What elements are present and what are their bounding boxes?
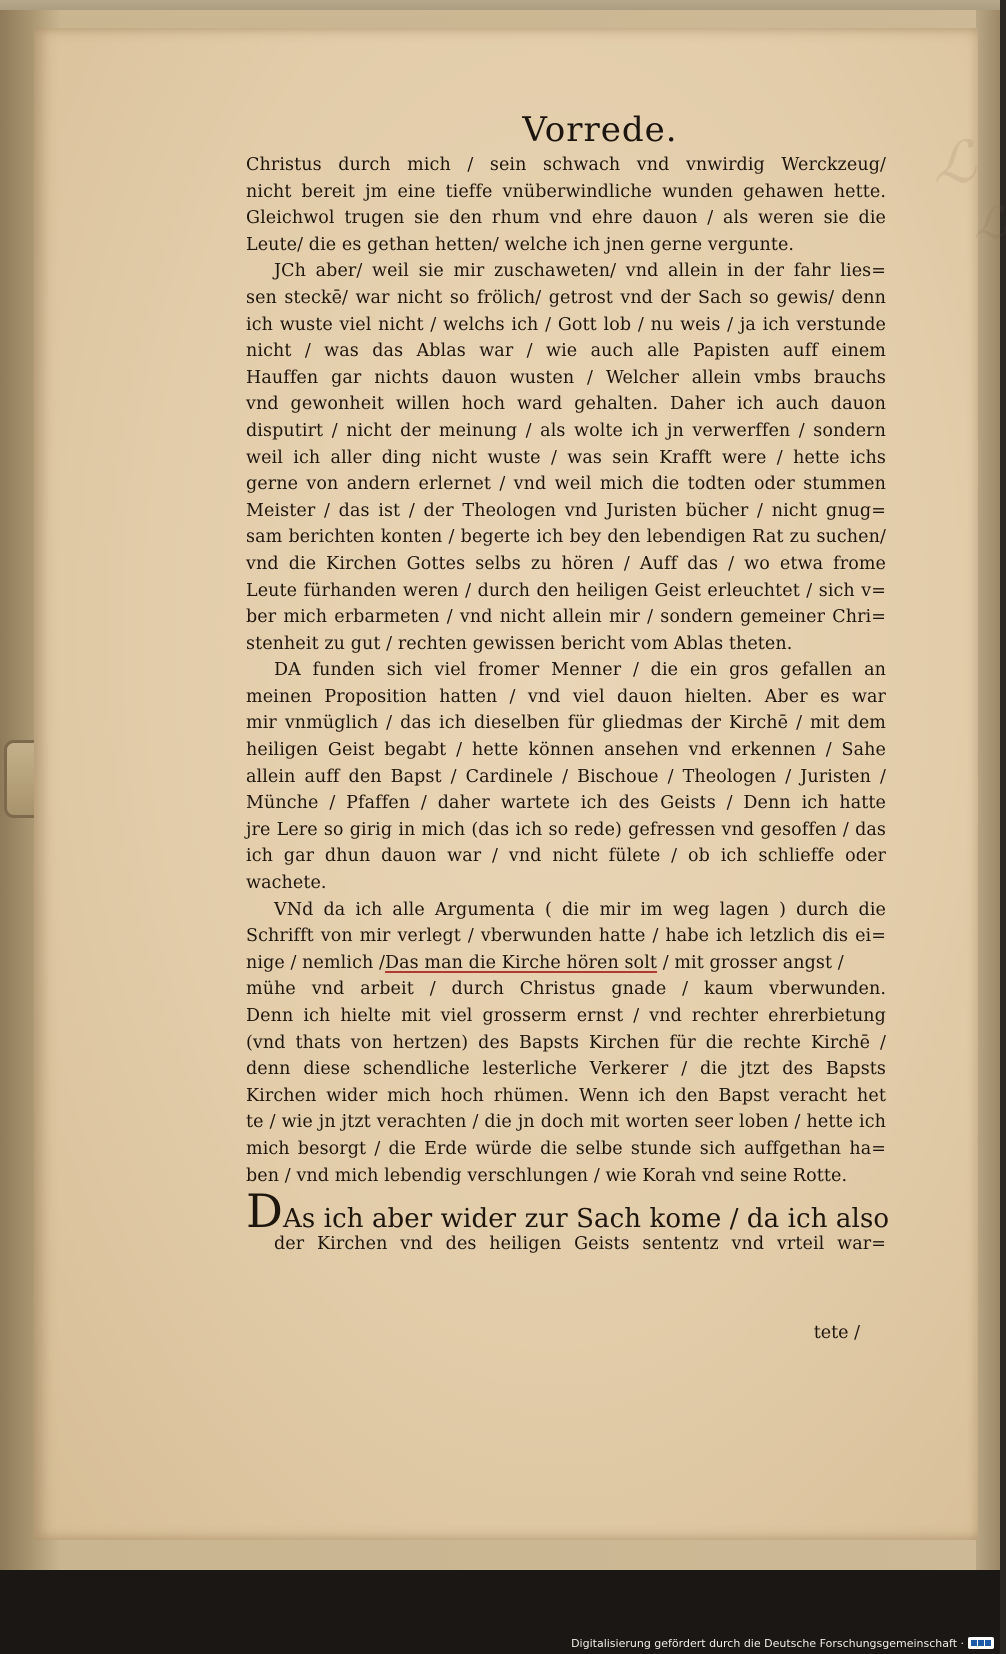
text-line: meinen Proposition hatten / vnd viel dauon hielten. Aber es war (246, 686, 886, 707)
text-line: wachete. (246, 873, 327, 894)
text-fragment: As ich aber wider zur Sach kome / da ich also (282, 1204, 890, 1235)
text-line: Leute fürhanden weren / durch den heiligen Geist erleuchtet / sich v= (246, 580, 886, 601)
underlined-phrase: Das man die Kirche hören solt (385, 952, 658, 973)
credit-text: Digitalisierung gefördert durch die Deutsche Forschungsgemeinschaft · (571, 1636, 964, 1650)
text-line: gerne von andern erlernet / vnd weil mich die todten oder stummen (246, 474, 886, 495)
text-line: ber mich erbarmeten / vnd nicht allein mir / sondern gemeiner Chri= (246, 607, 886, 628)
text-line: mir vnmüglich / das ich dieselben für gliedmas der Kirchē / mit dem (246, 713, 886, 734)
text-line: mich besorgt / die Erde würde die selbe stunde sich auffgethan ha= (246, 1138, 886, 1159)
text-line: Leute/ die es gethan hetten/ welche ich jnen gerne vergunte. (246, 234, 795, 255)
text-line: ich wuste viel nicht / welchs ich / Gott lob / nu weis / ja ich verstunde (246, 314, 886, 335)
text-line: der Kirchen vnd des heiligen Geists sententz vnd vrteil war= (274, 1234, 886, 1255)
text-line: weil ich aller ding nicht wuste / was sein Krafft were / hette ichs (246, 447, 886, 468)
text-line: disputirt / nicht der meinung / als wolte ich jn verwerffen / sondern (246, 420, 886, 441)
text-fragment: / mit grosser angst / (657, 952, 844, 973)
text-line: Denn ich hielte mit viel grosserm ernst / vnd rechter ehrerbietung (246, 1006, 886, 1026)
paragraph-start: VNd da ich alle Argumenta ( die mir im weg lagen ) durch die (274, 899, 886, 920)
text-line: stenheit zu gut / rechten gewissen bericht vom Ablas theten. (246, 633, 793, 654)
text-line: Meister / das ist / der Theologen vnd Juristen bücher / nicht gnug= (246, 500, 886, 521)
text-fragment: nige / nemlich / (246, 952, 385, 973)
text-line: (vnd thats von hertzen) des Bapsts Kirchen für die rechte Kirchē / (246, 1032, 886, 1053)
text-line: Schrifft von mir verlegt / vberwunden hatte / habe ich letzlich dis ei= (246, 926, 886, 947)
text-line: ben / vnd mich lebendig verschlungen / wie Korah vnd seine Rotte. (246, 1165, 848, 1186)
text-line: vnd die Kirchen Gottes selbs zu hören / Auff das / wo etwa frome (246, 553, 886, 574)
text-line: sam berichten konten / begerte ich bey den lebendigen Rat zu suchen/ (246, 527, 886, 548)
text-line: denn diese schendliche lesterliche Verkerer / die jtzt des Bapsts (246, 1059, 886, 1080)
initial-letter: D (246, 1184, 283, 1239)
text-line (246, 950, 886, 977)
text-line: te / wie jn jtzt verachten / die jn doch mit worten seer loben / hette ich (246, 1112, 886, 1133)
dfg-logo-icon (968, 1637, 994, 1649)
paragraph-start: DA funden sich viel fromer Menner / die ein gros gefallen an (274, 660, 886, 681)
digitization-credit (571, 1635, 994, 1651)
text-line: jre Lere so girig in mich (das ich so rede) gefressen vnd gesoffen / das (246, 819, 886, 840)
catchword: tete / (813, 1323, 860, 1343)
text-line: ich gar dhun dauon war / vnd nicht fülete / ob ich schlieffe oder (246, 846, 886, 867)
text-line: Gleichwol trugen sie den rhum vnd ehre dauon / als weren sie die (246, 208, 886, 229)
text-line: allein auff den Bapst / Cardinele / Bischoue / Theologen / Juristen / (246, 766, 886, 787)
text-line: nicht / was das Ablas war / wie auch alle Papisten auff einem (246, 341, 886, 362)
page-header: Vorrede. (522, 110, 678, 150)
book-right-edge (976, 10, 1000, 1570)
section-opening-line (246, 1184, 890, 1239)
body-text (246, 152, 890, 1258)
paragraph-start: JCh aber/ weil sie mir zuschaweten/ vnd allein in der fahr lies= (274, 261, 886, 282)
text-line: Münche / Pfaffen / daher wartete ich des Geists / Denn ich hatte (246, 793, 886, 814)
text-line: mühe vnd arbeit / durch Christus gnade / kaum vberwunden. (246, 979, 886, 1000)
text-line: nicht bereit jm eine tieffe vnüberwindliche wunden gehawen hette. (246, 181, 886, 202)
text-line: sen steckē/ war nicht so frölich/ getrost vnd der Sach so gewis/ denn (246, 287, 886, 308)
text-line: Kirchen wider mich hoch rhümen. Wenn ich den Bapst veracht het (246, 1085, 886, 1106)
text-line: vnd gewonheit willen hoch ward gehalten. Daher ich auch dauon (246, 394, 886, 415)
bleed-through-mark: ℒ (934, 128, 976, 196)
text-line: Hauffen gar nichts dauon wusten / Welcher allein vmbs brauchs (246, 367, 886, 388)
text-line: heiligen Geist begabt / hette können ansehen vnd erkennen / Sahe (246, 740, 886, 761)
text-line: Christus durch mich / sein schwach vnd vnwirdig Werckzeug/ (246, 155, 886, 175)
